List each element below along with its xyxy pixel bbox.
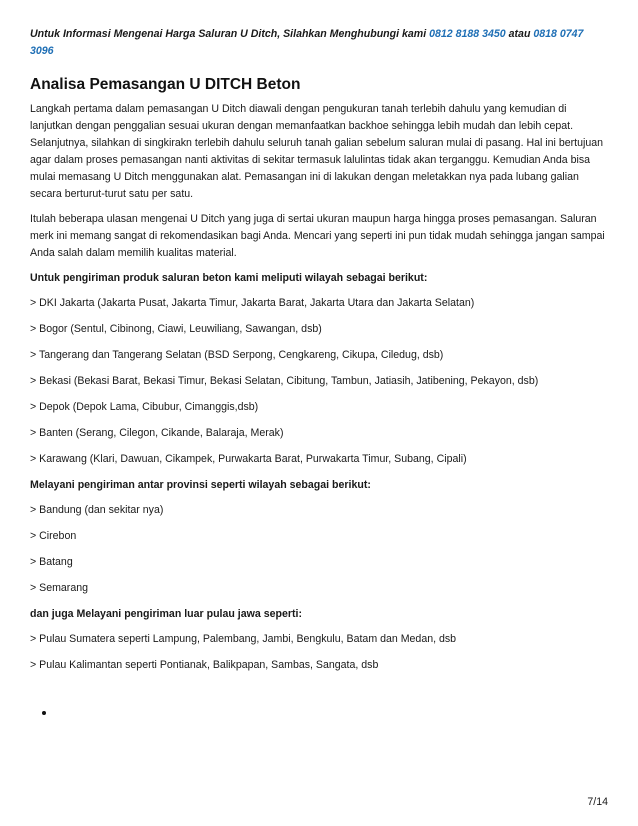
page-number: 7/14 (587, 796, 608, 808)
list-item: > DKI Jakarta (Jakarta Pusat, Jakarta Timur, Jakarta Barat, Jakarta Utara dan Jakarta Selatan) (30, 297, 475, 309)
list-item: > Bekasi (Bekasi Barat, Bekasi Timur, Bekasi Selatan, Cibitung, Tambun, Jatiasih, Jatibening, Pekayon, dsb) (30, 375, 539, 387)
list-item: > Bandung (dan sekitar nya) (30, 504, 164, 516)
section2-heading: Melayani pengiriman antar provinsi seperti wilayah sebagai berikut: (30, 479, 371, 491)
list-item: > Batang (30, 556, 73, 568)
list-item: > Tangerang dan Tangerang Selatan (BSD Serpong, Cengkareng, Cikupa, Ciledug, dsb) (30, 349, 444, 361)
document-page (30, 26, 608, 683)
phone-link-1[interactable]: 0812 8188 3450 (429, 28, 506, 40)
phone-link-2[interactable]: 0818 0747 3096 (30, 28, 584, 57)
bullet-icon (42, 711, 46, 715)
contact-prefix: Untuk Informasi Mengenai Harga Saluran U Ditch, Silahkan Menghubungi kami (30, 28, 430, 40)
list-item: > Banten (Serang, Cilegon, Cikande, Balaraja, Merak) (30, 427, 284, 439)
list-item: > Semarang (30, 582, 89, 594)
list-item: > Cirebon (30, 530, 77, 542)
list-item: > Pulau Kalimantan seperti Pontianak, Balikpapan, Sambas, Sangata, dsb (30, 659, 379, 671)
list-item: > Depok (Depok Lama, Cibubur, Cimanggis,dsb) (30, 401, 259, 413)
paragraph-2: Itulah beberapa ulasan mengenai U Ditch yang juga di sertai ukuran maupun harga hingga proses pemasangan. Saluran merk ini memang sangat di rekomendasikan bagi Anda. Mencari yang seperti ini pun tidak mudah sehingga jangan sampai Anda salah dalam memilih kualitas material. (30, 213, 605, 259)
list-item: > Bogor (Sentul, Cibinong, Ciawi, Leuwiliang, Sawangan, dsb) (30, 323, 322, 335)
section3-heading: dan juga Melayani pengiriman luar pulau jawa seperti: (30, 608, 302, 620)
contact-line (30, 26, 608, 60)
section1-heading: Untuk pengiriman produk saluran beton kami meliputi wilayah sebagai berikut: (30, 272, 428, 284)
page-title: Analisa Pemasangan U DITCH Beton (30, 76, 301, 93)
list-item: > Pulau Sumatera seperti Lampung, Palembang, Jambi, Bengkulu, Batam dan Medan, dsb (30, 633, 457, 645)
list-item: > Karawang (Klari, Dawuan, Cikampek, Purwakarta Barat, Purwakarta Timur, Subang, Cipali) (30, 453, 467, 465)
paragraph-1: Langkah pertama dalam pemasangan U Ditch diawali dengan pengukuran tanah terlebih dahulu yang kemudian di lanjutkan dengan penggalian sesuai ukuran dengan memanfaatkan backhoe sehingga lebih mudah dan lebih cepat. Selanjutnya, silahkan di singkirakn terlebih dahulu seluruh tanah galian sebelum saluran mulai di pasang. Hal ini bertujuan agar dalam proses pemasangan nanti aktivitas di sekitar termasuk lalulintas tidak akan terganggu. Kemudian Anda bisa mulai memasang U Ditch menggunakan alat. Pemasangan ini di lakukan dengan meletakkan nya pada lubang galian secara berturut-turut satu per satu. (30, 103, 604, 200)
contact-middle: atau (505, 28, 534, 40)
